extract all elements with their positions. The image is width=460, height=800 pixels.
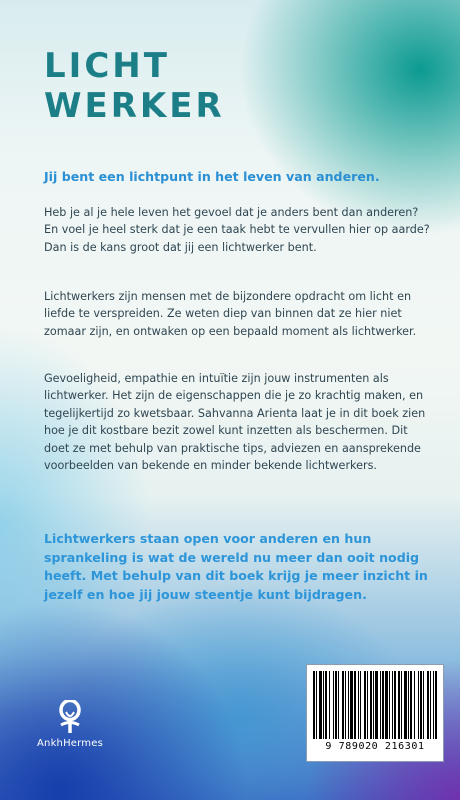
barcode-bar (325, 671, 327, 739)
barcode-bar (333, 671, 334, 739)
barcode-bar (385, 671, 388, 739)
publisher-name: AnkhHermes (36, 738, 104, 749)
barcode-bar (345, 671, 346, 739)
barcode-bar (410, 671, 412, 739)
barcode-bar (323, 671, 324, 739)
barcode-bar (435, 671, 437, 739)
isbn-number: 9 789020 216301 (325, 741, 425, 752)
barcode-bar (392, 671, 393, 739)
barcode-bar (342, 671, 344, 739)
barcode-bar (348, 671, 349, 739)
barcode-bar (338, 671, 339, 739)
barcode-bar (373, 671, 374, 739)
barcode-bar (335, 671, 337, 739)
barcode-bar (427, 671, 429, 739)
barcode-bar (414, 671, 415, 739)
body-paragraph-1: Heb je al je hele leven het gevoel dat je anders bent dan anderen? En voel je heel sterk dat je een taak hebt te vervullen hier op aarde? Dan is de kans groot dat jij een lichtwerker bent. (44, 206, 430, 254)
lead-sentence: Jij bent een lichtpunt in het leven van anderen. (44, 169, 380, 184)
barcode-bar (382, 671, 384, 739)
barcode-bar (423, 671, 424, 739)
barcode-bar (398, 671, 400, 739)
title-line-2: WERKER (44, 86, 225, 126)
barcode-bar (433, 671, 434, 739)
barcode-bar (358, 671, 359, 739)
barcode-bars (313, 671, 437, 739)
barcode-bar (401, 671, 402, 739)
barcode-bar (389, 671, 390, 739)
barcode (306, 664, 444, 762)
barcode-bar (350, 671, 353, 739)
barcode-bar (370, 671, 372, 739)
barcode-bar (420, 671, 422, 739)
closing-paragraph: Lichtwerkers staan open voor anderen en hun sprankeling is wat de wereld nu meer dan ooit nodig heeft. Met behulp van dit boek krijg je meer inzicht in jezelf en hoe jij jouw steentje kunt bijdragen. (44, 531, 428, 602)
ankh-logo-icon (55, 700, 85, 734)
barcode-bar (367, 671, 368, 739)
barcode-bar (404, 671, 407, 739)
barcode-bar (360, 671, 361, 739)
barcode-bar (375, 671, 378, 739)
barcode-bar (354, 671, 356, 739)
body-paragraph-2: Lichtwerkers zijn mensen met de bijzondere opdracht om licht en liefde te verspreiden. Ze weten diep van binnen dat ze hier niet zomaar zijn, en ontwaken op een bepaald moment als lichtwerker. (44, 290, 417, 338)
publisher-logo (30, 700, 110, 749)
barcode-bar (394, 671, 396, 739)
body-paragraph-3: Gevoeligheid, empathie en intuïtie zijn jouw instrumenten als lichtwerker. Het zijn de eigenschappen die je zo krachtig maken, en tegelijkertijd zo kwetsbaar. Sahvanna Arienta laat je in dit boek zien hoe je dit kostbare bezit zowel kunt inzetten als beschermen. Dit doet ze met behulp van praktische tips, adviezen en aansprekende voorbeelden van bekende en minder bekende lichtwerkers. (44, 372, 426, 473)
barcode-bar (408, 671, 409, 739)
barcode-bar (364, 671, 366, 739)
barcode-bar (329, 671, 330, 739)
book-title (44, 46, 225, 126)
barcode-bar (430, 671, 431, 739)
barcode-bar (319, 671, 322, 739)
barcode-bar (418, 671, 419, 739)
barcode-bar (313, 671, 315, 739)
barcode-bar (316, 671, 317, 739)
title-line-1: LICHT (44, 46, 170, 86)
barcode-bar (380, 671, 381, 739)
